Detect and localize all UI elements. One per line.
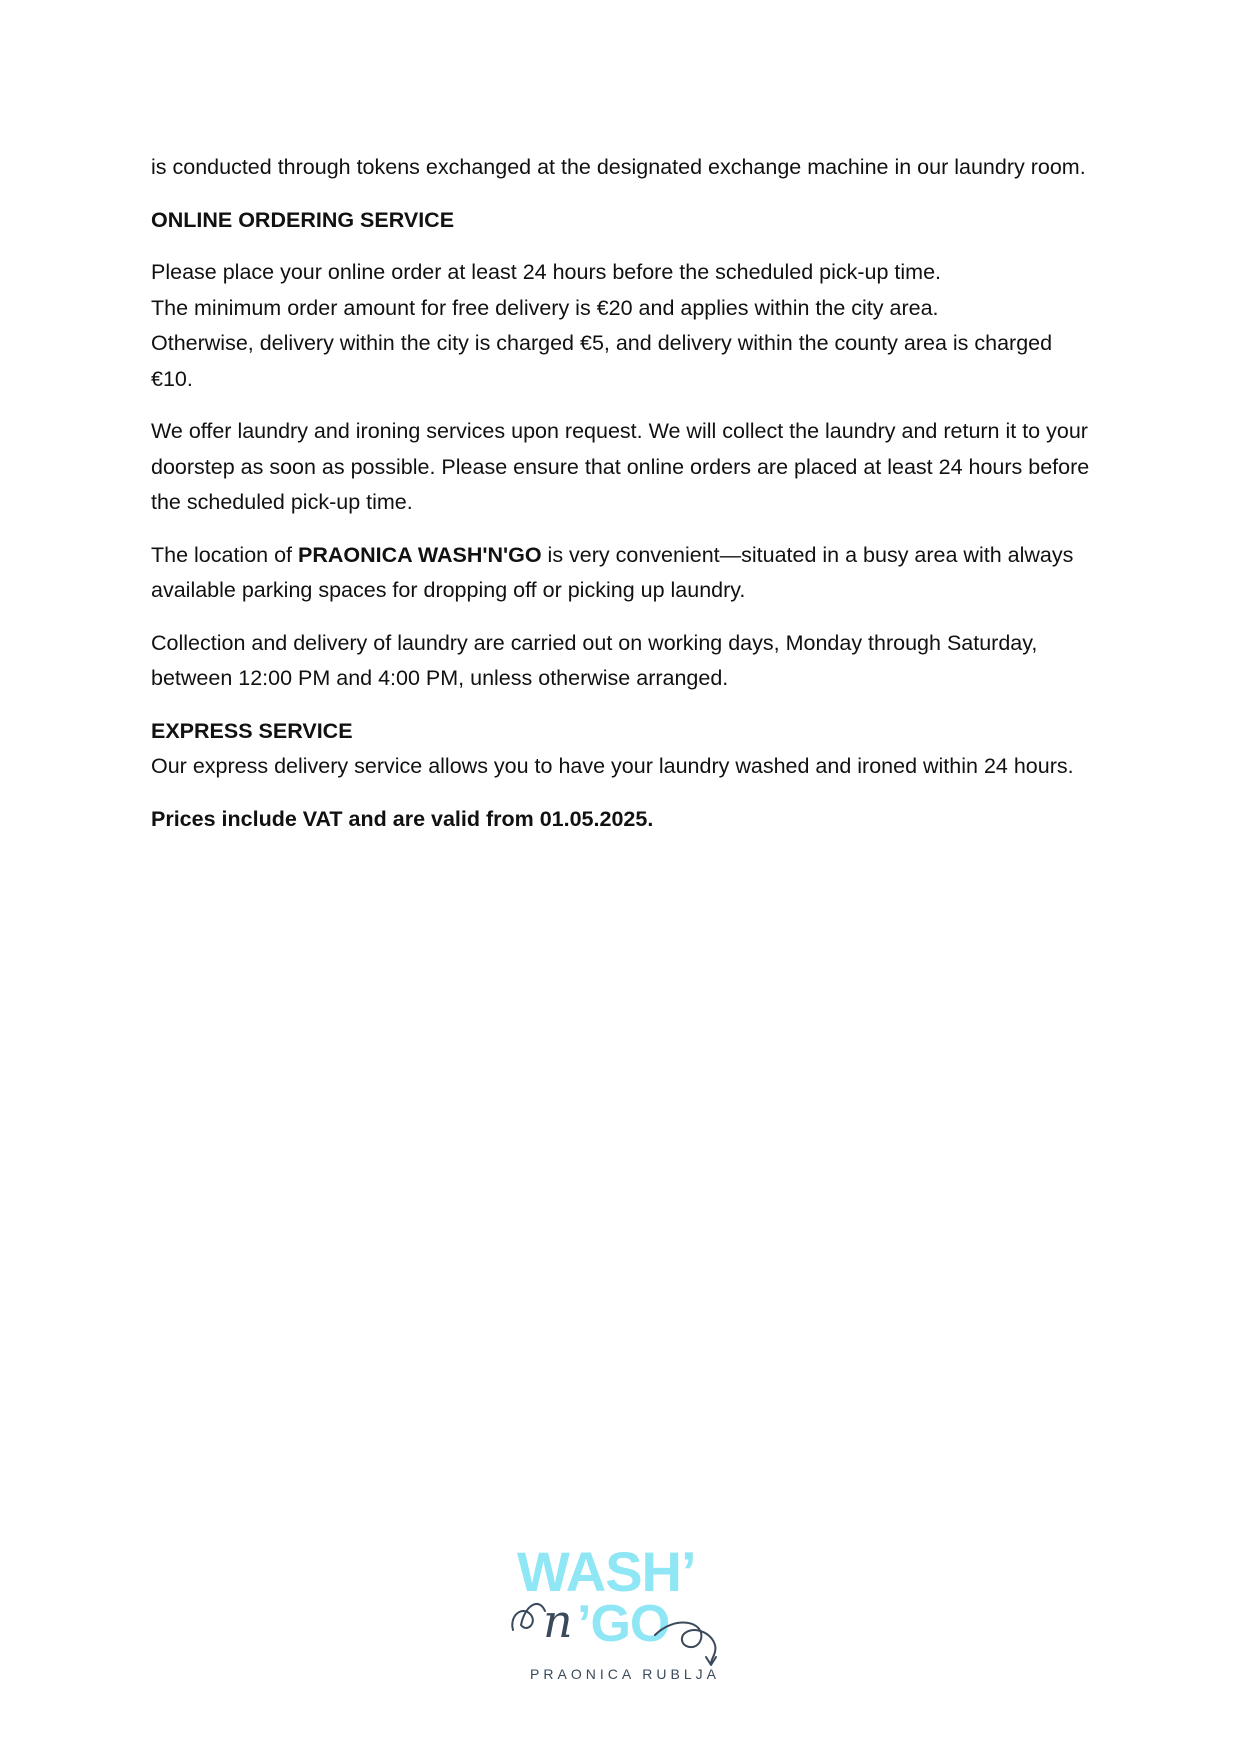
wash-n-go-logo xyxy=(505,1535,745,1685)
paragraph-tokens: is conducted through tokens exchanged at the designated exchange machine in our laundry room. xyxy=(151,155,1086,179)
paragraph-location xyxy=(151,538,1096,609)
paragraph-collection-delivery: Collection and delivery of laundry are carried out on working days, Monday through Saturday, between 12:00 PM and 4:00 PM, unless otherwise arranged. xyxy=(151,630,1038,690)
business-name: PRAONICA WASH'N'GO xyxy=(298,542,542,567)
paragraph-online-order xyxy=(151,255,1096,397)
online-order-line-3: Otherwise, delivery within the city is charged €5, and delivery within the county area is charged €10. xyxy=(151,331,1053,391)
paragraph-prices-vat: Prices include VAT and are valid from 01.05.2025. xyxy=(151,806,654,831)
location-text-post: is very convenient—situated in a busy area with always available parking spaces for dropping off or picking up laundry. xyxy=(151,542,1074,602)
heading-online-ordering: ONLINE ORDERING SERVICE xyxy=(151,207,455,232)
logo-swirl-left-icon xyxy=(512,1604,545,1630)
paragraph-express: Our express delivery service allows you to have your laundry washed and ironed within 24 hours. xyxy=(151,754,1074,778)
online-order-line-2: The minimum order amount for free delivery is €20 and applies within the city area. xyxy=(151,295,939,320)
location-text-pre: The location of xyxy=(151,542,299,567)
logo-go-text: ’GO xyxy=(577,1595,670,1653)
heading-express-service: EXPRESS SERVICE xyxy=(151,718,353,743)
logo-wash-text: WASH’ xyxy=(517,1540,696,1603)
document-body xyxy=(151,150,1096,854)
logo-script-n: n xyxy=(543,1594,573,1648)
paragraph-laundry-ironing: We offer laundry and ironing services upon request. We will collect the laundry and return it to your doorstep as soon as possible. Please ensure that online orders are placed at least 24 hours before the scheduled pick-up time. xyxy=(151,419,1090,514)
logo-tagline: PRAONICA RUBLJA xyxy=(530,1666,720,1682)
online-order-line-1: Please place your online order at least 24 hours before the scheduled pick-up time. xyxy=(151,260,941,284)
